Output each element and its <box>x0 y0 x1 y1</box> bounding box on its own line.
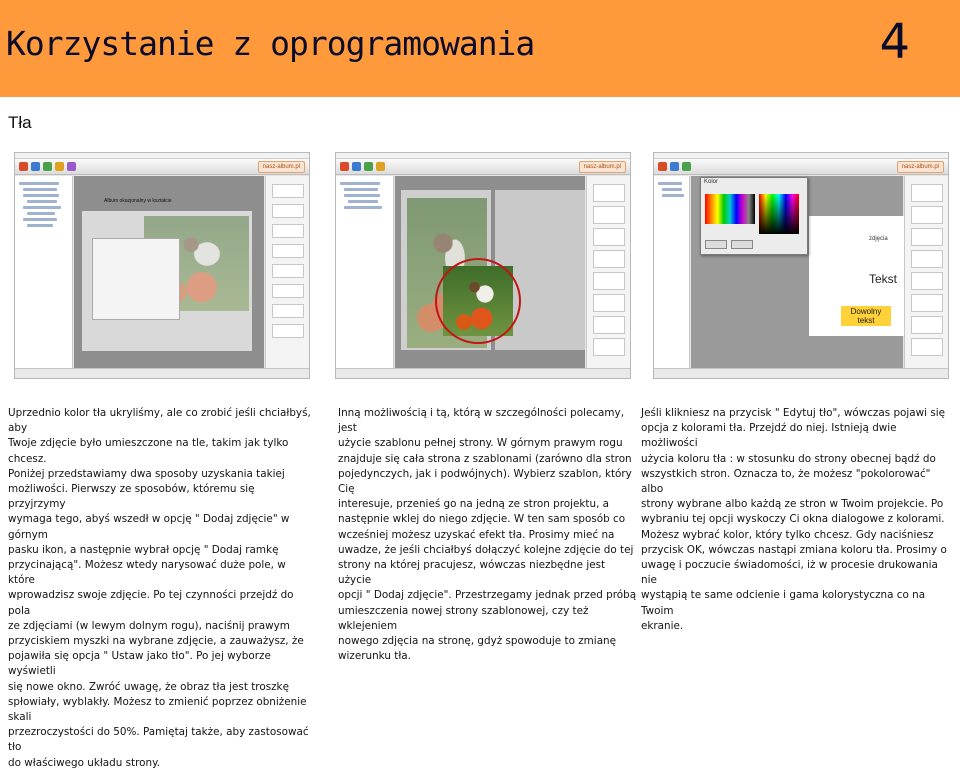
highlight-circle <box>435 258 521 344</box>
cancel-button[interactable] <box>731 240 753 249</box>
toolbar-icon <box>67 162 76 171</box>
project-tree-panel <box>336 176 394 368</box>
project-tree-panel <box>15 176 73 368</box>
page-title: Korzystanie z oprogramowania <box>6 24 535 63</box>
toolbar-icon <box>670 162 679 171</box>
album-panel-title: Album okazjonalny w kształcie <box>104 198 172 204</box>
thumbnail-panel <box>904 176 948 368</box>
body-text-column-2: Inną możliwością i tą, którą w szczególności polecamy, jest użycie szablonu pełnej strony. W górnym prawym rogu znajduje się cała strona z szablonami (zarówno dla stron pojedynczych, jak i podwójnych). Wybierz szablon, który Cię interesuje, przenieś go na jedną ze stron projektu, a następnie wklej do niego zdjęcie. W ten sam sposób co wcześniej możesz uzyskać efekt tła. Prosimy mieć na uwadze, że jeśli chciałbyś dołączyć kolejne zdjęcie do tej strony na której pracujesz, wówczas niezbędne jest użycie opcji " Dodaj zdjęcie". Przestrzegamy jednak przed próbą umieszczenia nowej strony szablonowej, czy też wklejeniem nowego zdjęcia na stronę, gdyż spowoduje to zmianę wizerunku tła. <box>338 407 637 663</box>
status-bar <box>654 368 948 378</box>
project-tree-panel <box>654 176 690 368</box>
toolbar-icon <box>31 162 40 171</box>
toolbar-icon <box>376 162 385 171</box>
body-text-column-3: Jeśli klikniesz na przycisk " Edytuj tło", wówczas pojawi się opcja z kolorami tła. Przejdź do niej. Istnieją dwie możliwości użycia koloru tła : w stosunku do strony obecnej bądź do wszystkich stron. Oznacza to, że możesz "pokolorować" albo strony wybrane albo każdą ze stron w Twoim projekcie. Po wybraniu tej opcji wyskoczy Ci okna dialogowe z kolorami. Możesz wybrać kolor, który tylko chcesz. Gdy naciśniesz przycisk OK, wówczas nastąpi zmiana koloru tła. Prosimy o uwagę i poczucie świadomości, iż w procesie drukowania nie wystąpią te same odcienie i gama kolorystyczna co na Twoim ekranie. <box>641 407 947 632</box>
ok-button[interactable] <box>705 240 727 249</box>
app-toolbar <box>654 159 948 175</box>
canvas-label-text: Tekst <box>869 272 898 286</box>
toolbar-icon <box>682 162 691 171</box>
color-spectrum[interactable] <box>759 194 799 234</box>
toolbar-icon <box>364 162 373 171</box>
status-bar <box>336 368 630 378</box>
color-dialog-title: Kolor <box>704 179 719 185</box>
toolbar-icon <box>352 162 361 171</box>
brand-logo: nasz-album.pl <box>897 161 944 173</box>
header-band <box>0 0 960 97</box>
body-text-column-1: Uprzednio kolor tła ukryliśmy, ale co zrobić jeśli chciałbyś, aby Twoje zdjęcie było umieszczone na tle, takim jak tylko chcesz. Poniżej przedstawiamy dwa sposoby uzyskania takiej możliwości. Pierwszy ze sposobów, któremu się przyjrzymy wymaga tego, abyś wszedł w opcję " Dodaj zdjęcie" w górnym pasku ikon, a następnie wybrał opcję " Dodaj ramkę przycinającą". Możesz wtedy narysować duże pole, w które wprowadzisz swoje zdjęcie. Po tej czynności przejdź do pola ze zdjęciami (w lewym dolnym rogu), naciśnij prawym przyciskiem myszki na wybrane zdjęcie, a zauważysz, że pojawiła się opcja " Ustaw jako tło". Po jej wyborze wyświetli się nowe okno. Zwróć uwagę, że obraz tła jest troszkę spłowiały, wyblakły. Możesz to zmienić poprzez obniżenie skali przezroczystości do 50%. Pamiętaj także, aby zastosować tło do właściwego układu strony. <box>8 407 311 769</box>
toolbar-icon <box>55 162 64 171</box>
toolbar-icon <box>658 162 667 171</box>
toolbar-icon <box>43 162 52 171</box>
section-title: Tła <box>8 113 32 132</box>
screenshot-background-frame <box>14 152 310 379</box>
page-number: 4 <box>879 14 910 70</box>
status-bar <box>15 368 309 378</box>
editor-canvas <box>74 176 264 368</box>
app-toolbar <box>336 159 630 175</box>
editor-canvas <box>395 176 585 368</box>
screenshot-template-page <box>335 152 631 379</box>
brand-logo: nasz-album.pl <box>579 161 626 173</box>
screenshot-color-dialog <box>653 152 949 379</box>
toolbar-icon <box>340 162 349 171</box>
app-toolbar <box>15 159 309 175</box>
photo-frame <box>92 238 180 320</box>
toolbar-icon <box>19 162 28 171</box>
canvas-label-free-text: Dowolny tekst <box>841 306 891 326</box>
brand-logo: nasz-album.pl <box>258 161 305 173</box>
color-dialog[interactable] <box>700 177 808 255</box>
basic-colors-palette[interactable] <box>705 194 755 224</box>
thumbnail-panel <box>265 176 309 368</box>
canvas-label-photos: zdjęcia <box>869 236 888 242</box>
template-panel <box>586 176 630 368</box>
